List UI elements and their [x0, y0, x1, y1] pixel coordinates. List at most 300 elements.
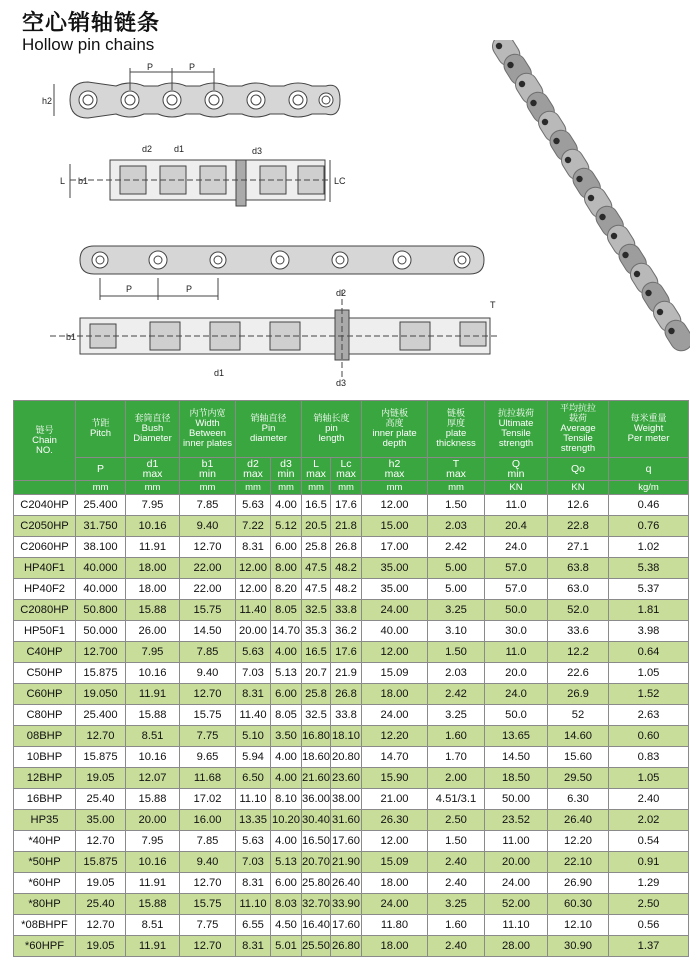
table-row: [14, 873, 689, 894]
chain-link-hole: [599, 214, 605, 220]
chain-product-photo: [475, 40, 690, 360]
value-cell: 10.16: [126, 516, 180, 537]
value-cell: 7.95: [126, 642, 180, 663]
chain-link-hole: [496, 43, 502, 49]
value-cell: 15.88: [126, 600, 180, 621]
value-cell: 33.90: [331, 894, 362, 915]
value-cell: 14.60: [548, 726, 609, 747]
label-p3: P: [126, 284, 133, 294]
value-cell: 33.8: [331, 705, 362, 726]
header-en-9-2: strength: [560, 443, 596, 454]
table-row: [14, 600, 689, 621]
header-sub-5-0: max: [306, 468, 326, 480]
value-cell: 12.70: [180, 537, 236, 558]
value-cell: 15.00: [362, 516, 428, 537]
value-cell: 15.09: [362, 663, 428, 684]
header-en-3-2: inner plates: [182, 438, 233, 449]
value-cell: 12.6: [548, 495, 609, 516]
header-symbol-8-0: [485, 458, 548, 481]
value-cell: 16.80: [302, 726, 331, 747]
value-cell: 48.2: [331, 579, 362, 600]
value-cell: 7.03: [236, 852, 271, 873]
label-b1-b: b1: [66, 332, 77, 342]
header-sym-10-0: q: [645, 463, 652, 475]
value-cell: 50.0: [485, 600, 548, 621]
value-cell: 60.30: [548, 894, 609, 915]
value-cell: 10.20: [271, 810, 302, 831]
value-cell: 4.51/3.1: [428, 789, 485, 810]
specification-table: [13, 400, 689, 957]
value-cell: 4.00: [271, 768, 302, 789]
value-cell: 15.90: [362, 768, 428, 789]
value-cell: 12.70: [76, 915, 126, 936]
header-cn-7: 链板: [447, 409, 466, 419]
header-cell-3: [180, 401, 236, 458]
header-en-2-1: Diameter: [133, 433, 172, 444]
value-cell: 30.40: [302, 810, 331, 831]
value-cell: 19.050: [76, 684, 126, 705]
value-cell: 14.50: [485, 747, 548, 768]
chain-number-cell: 10BHP: [14, 747, 76, 768]
table-row: [14, 852, 689, 873]
value-cell: 2.40: [609, 789, 689, 810]
value-cell: 7.85: [180, 642, 236, 663]
value-cell: 20.00: [485, 852, 548, 873]
value-cell: 12.2: [548, 642, 609, 663]
value-cell: 32.5: [302, 600, 331, 621]
value-cell: 21.00: [362, 789, 428, 810]
value-cell: 12.00: [236, 558, 271, 579]
table-row: [14, 558, 689, 579]
value-cell: 23.52: [485, 810, 548, 831]
value-cell: 35.3: [302, 621, 331, 642]
title-english: Hollow pin chains: [22, 35, 155, 54]
header-cn2-9: 载荷: [569, 414, 588, 424]
header-cell-5: [302, 401, 362, 458]
value-cell: 12.70: [76, 726, 126, 747]
table-row: [14, 726, 689, 747]
value-cell: 9.40: [180, 852, 236, 873]
chain-link-hole: [565, 157, 571, 163]
value-cell: 20.7: [302, 663, 331, 684]
label-d1: d1: [174, 144, 185, 154]
value-cell: 17.02: [180, 789, 236, 810]
value-cell: 8.31: [236, 684, 271, 705]
value-cell: 12.00: [362, 642, 428, 663]
value-cell: 3.98: [609, 621, 689, 642]
chain-number-cell: HP50F1: [14, 621, 76, 642]
value-cell: 24.0: [485, 684, 548, 705]
value-cell: 2.42: [428, 684, 485, 705]
value-cell: 20.00: [236, 621, 271, 642]
value-cell: 52.00: [485, 894, 548, 915]
value-cell: 5.38: [609, 558, 689, 579]
header-en-1-0: Pitch: [89, 428, 112, 439]
value-cell: 25.40: [76, 789, 126, 810]
chain-side-view-top: [54, 68, 340, 118]
label-l: L: [60, 176, 66, 186]
header-en-7-0: plate: [445, 428, 467, 439]
value-cell: 8.00: [271, 558, 302, 579]
value-cell: 0.76: [609, 516, 689, 537]
chain-number-cell: HP40F1: [14, 558, 76, 579]
value-cell: 21.8: [331, 516, 362, 537]
value-cell: 15.88: [126, 705, 180, 726]
chain-number-cell: C80HP: [14, 705, 76, 726]
chain-number-cell: *08BHPF: [14, 915, 76, 936]
value-cell: 11.80: [362, 915, 428, 936]
value-cell: 11.10: [236, 789, 271, 810]
header-sym-9-0: Qo: [571, 463, 586, 475]
header-unit-4-1: mm: [271, 481, 302, 495]
value-cell: 6.00: [271, 537, 302, 558]
value-cell: 14.50: [180, 621, 236, 642]
value-cell: 4.00: [271, 495, 302, 516]
value-cell: 15.875: [76, 747, 126, 768]
table-row: [14, 936, 689, 957]
table-row: [14, 642, 689, 663]
value-cell: 6.55: [236, 915, 271, 936]
value-cell: 19.05: [76, 936, 126, 957]
value-cell: 18.00: [126, 579, 180, 600]
header-symbol-10-0: [609, 458, 689, 481]
header-unit-1-0: mm: [76, 481, 126, 495]
header-cn2-7: 厚度: [447, 419, 466, 429]
value-cell: 31.60: [331, 810, 362, 831]
value-cell: 8.10: [271, 789, 302, 810]
value-cell: 63.8: [548, 558, 609, 579]
header-sym-2-0: d1: [146, 458, 159, 470]
header-cn-5: 销轴长度: [313, 414, 350, 424]
value-cell: 12.70: [180, 936, 236, 957]
value-cell: 11.40: [236, 600, 271, 621]
value-cell: 11.91: [126, 873, 180, 894]
value-cell: 35.00: [362, 579, 428, 600]
value-cell: 14.70: [362, 747, 428, 768]
value-cell: 8.03: [271, 894, 302, 915]
value-cell: 26.80: [331, 936, 362, 957]
header-sub-2-0: max: [142, 468, 163, 480]
value-cell: 25.40: [76, 894, 126, 915]
chain-link-hole: [645, 290, 651, 296]
value-cell: 12.00: [236, 579, 271, 600]
value-cell: 1.81: [609, 600, 689, 621]
header-cn-8: 抗拉载荷: [498, 409, 535, 419]
value-cell: 4.00: [271, 831, 302, 852]
value-cell: 26.90: [548, 873, 609, 894]
value-cell: 5.01: [271, 936, 302, 957]
value-cell: 5.12: [271, 516, 302, 537]
chain-link-hole: [507, 62, 513, 68]
value-cell: 8.31: [236, 873, 271, 894]
value-cell: 7.75: [180, 915, 236, 936]
header-en-10-1: Per meter: [627, 433, 670, 444]
value-cell: 10.16: [126, 663, 180, 684]
table-row: [14, 831, 689, 852]
value-cell: 8.31: [236, 537, 271, 558]
value-cell: 1.60: [428, 726, 485, 747]
value-cell: 4.00: [271, 642, 302, 663]
value-cell: 18.00: [362, 684, 428, 705]
value-cell: 0.56: [609, 915, 689, 936]
value-cell: 25.8: [302, 537, 331, 558]
value-cell: 17.60: [331, 831, 362, 852]
value-cell: 20.70: [302, 852, 331, 873]
value-cell: 11.91: [126, 936, 180, 957]
value-cell: 11.0: [485, 495, 548, 516]
value-cell: 30.0: [485, 621, 548, 642]
chain-link-hole: [634, 271, 640, 277]
value-cell: 1.70: [428, 747, 485, 768]
value-cell: 25.8: [302, 684, 331, 705]
value-cell: 15.75: [180, 600, 236, 621]
header-unit-9-0: KN: [548, 481, 609, 495]
value-cell: 15.75: [180, 705, 236, 726]
value-cell: 32.70: [302, 894, 331, 915]
header-cell-7: [428, 401, 485, 458]
header-unit-6-0: mm: [362, 481, 428, 495]
value-cell: 9.40: [180, 516, 236, 537]
value-cell: 25.80: [302, 873, 331, 894]
value-cell: 16.5: [302, 495, 331, 516]
table-row: [14, 747, 689, 768]
value-cell: 7.75: [180, 726, 236, 747]
label-d3: d3: [252, 146, 263, 156]
header-en-9-1: Tensile: [563, 433, 593, 444]
value-cell: 2.02: [609, 810, 689, 831]
chain-link-hole: [622, 252, 628, 258]
value-cell: 13.35: [236, 810, 271, 831]
chain-link-hole: [542, 119, 548, 125]
header-symbol-6-0: [362, 458, 428, 481]
value-cell: 9.65: [180, 747, 236, 768]
label-d2-b: d2: [336, 288, 347, 298]
value-cell: 2.50: [609, 894, 689, 915]
value-cell: 50.0: [485, 705, 548, 726]
value-cell: 16.00: [180, 810, 236, 831]
header-sub-4-0: max: [243, 468, 263, 480]
header-cn-6: 内链板: [381, 409, 409, 419]
value-cell: 50.000: [76, 621, 126, 642]
value-cell: 40.000: [76, 579, 126, 600]
value-cell: 19.05: [76, 768, 126, 789]
value-cell: 18.00: [126, 558, 180, 579]
chain-number-cell: *60HPF: [14, 936, 76, 957]
value-cell: 47.5: [302, 579, 331, 600]
label-d2: d2: [142, 144, 153, 154]
header-en-8-0: Ultimate: [498, 418, 534, 429]
value-cell: 6.00: [271, 873, 302, 894]
chain-link-hole: [657, 309, 663, 315]
header-en-8-2: strength: [498, 438, 534, 449]
value-cell: 15.60: [548, 747, 609, 768]
value-cell: 52.0: [548, 600, 609, 621]
chain-number-cell: HP35: [14, 810, 76, 831]
chain-link-hole: [519, 81, 525, 87]
value-cell: 8.51: [126, 726, 180, 747]
value-cell: 12.70: [76, 831, 126, 852]
value-cell: 12.07: [126, 768, 180, 789]
value-cell: 36.2: [331, 621, 362, 642]
header-cell-0: [14, 401, 76, 481]
value-cell: 40.00: [362, 621, 428, 642]
header-unit-2-0: mm: [126, 481, 180, 495]
chain-number-cell: 16BHP: [14, 789, 76, 810]
header-cn-9: 平均抗拉: [560, 404, 597, 414]
value-cell: 11.0: [485, 642, 548, 663]
chain-number-cell: C2040HP: [14, 495, 76, 516]
value-cell: 18.00: [362, 873, 428, 894]
chain-number-cell: C40HP: [14, 642, 76, 663]
table-row: [14, 915, 689, 936]
label-b1: b1: [78, 176, 89, 186]
header-unit-5-0: mm: [302, 481, 331, 495]
value-cell: 2.03: [428, 516, 485, 537]
value-cell: 22.8: [548, 516, 609, 537]
table-row: [14, 516, 689, 537]
header-sub-4-1: min: [277, 468, 295, 480]
header-sub-7-0: max: [446, 468, 466, 480]
value-cell: 26.8: [331, 684, 362, 705]
value-cell: 26.30: [362, 810, 428, 831]
header-sym-3-0: b1: [201, 458, 214, 470]
value-cell: 8.05: [271, 600, 302, 621]
value-cell: 21.90: [331, 852, 362, 873]
header-en-4-0: Pin: [261, 423, 276, 434]
value-cell: 31.750: [76, 516, 126, 537]
header-en-10-0: Weight: [633, 423, 664, 434]
value-cell: 6.30: [548, 789, 609, 810]
value-cell: 2.63: [609, 705, 689, 726]
value-cell: 35.00: [76, 810, 126, 831]
value-cell: 3.25: [428, 894, 485, 915]
value-cell: 35.00: [362, 558, 428, 579]
value-cell: 5.63: [236, 831, 271, 852]
value-cell: 8.51: [126, 915, 180, 936]
table-row: [14, 495, 689, 516]
header-symbol-7-0: [428, 458, 485, 481]
value-cell: 32.5: [302, 705, 331, 726]
header-cell-6: [362, 401, 428, 458]
value-cell: 11.10: [485, 915, 548, 936]
header-en-3-0: Width: [195, 418, 220, 429]
value-cell: 22.00: [180, 558, 236, 579]
value-cell: 38.100: [76, 537, 126, 558]
value-cell: 24.0: [485, 537, 548, 558]
value-cell: 20.00: [126, 810, 180, 831]
chain-number-cell: *60HP: [14, 873, 76, 894]
label-d3-b: d3: [336, 378, 347, 388]
value-cell: 18.10: [331, 726, 362, 747]
value-cell: 26.40: [331, 873, 362, 894]
value-cell: 47.5: [302, 558, 331, 579]
label-lc: LC: [334, 176, 346, 186]
value-cell: 36.00: [302, 789, 331, 810]
chain-number-cell: C60HP: [14, 684, 76, 705]
value-cell: 29.50: [548, 768, 609, 789]
value-cell: 2.50: [428, 810, 485, 831]
value-cell: 20.80: [331, 747, 362, 768]
value-cell: 7.95: [126, 831, 180, 852]
value-cell: 12.00: [362, 495, 428, 516]
chain-number-cell: HP40F2: [14, 579, 76, 600]
value-cell: 12.20: [362, 726, 428, 747]
header-cn-3: 内节内宽: [189, 409, 226, 419]
header-cell-2: [126, 401, 180, 458]
value-cell: 5.94: [236, 747, 271, 768]
header-sym-4-0: d2: [247, 458, 259, 470]
header-cell-9: [548, 401, 609, 458]
value-cell: 26.00: [126, 621, 180, 642]
header-sub-3-0: min: [199, 468, 216, 480]
table-row: [14, 663, 689, 684]
value-cell: 48.2: [331, 558, 362, 579]
label-h2: h2: [42, 96, 53, 106]
value-cell: 5.13: [271, 663, 302, 684]
value-cell: 26.8: [331, 537, 362, 558]
chain-number-cell: 12BHP: [14, 768, 76, 789]
value-cell: 5.00: [428, 558, 485, 579]
chain-technical-drawings: [30, 60, 500, 400]
table-row: [14, 894, 689, 915]
value-cell: 1.50: [428, 642, 485, 663]
header-unit-4-0: mm: [236, 481, 271, 495]
value-cell: 5.37: [609, 579, 689, 600]
value-cell: 1.05: [609, 663, 689, 684]
chain-number-cell: *40HP: [14, 831, 76, 852]
label-p4: P: [186, 284, 193, 294]
value-cell: 17.60: [331, 915, 362, 936]
value-cell: 5.00: [428, 579, 485, 600]
value-cell: 25.400: [76, 705, 126, 726]
value-cell: 1.50: [428, 495, 485, 516]
header-sub-8-0: min: [507, 468, 525, 480]
value-cell: 8.20: [271, 579, 302, 600]
table-row: [14, 579, 689, 600]
value-cell: 8.31: [236, 936, 271, 957]
chain-number-cell: C2060HP: [14, 537, 76, 558]
value-cell: 18.00: [362, 936, 428, 957]
value-cell: 10.16: [126, 852, 180, 873]
value-cell: 33.8: [331, 600, 362, 621]
header-en-7-1: thickness: [436, 438, 476, 449]
value-cell: 2.40: [428, 873, 485, 894]
label-t: T: [490, 300, 496, 310]
value-cell: 13.65: [485, 726, 548, 747]
header-en-6-1: depth: [382, 438, 407, 449]
value-cell: 12.70: [180, 684, 236, 705]
chain-number-cell: C2050HP: [14, 516, 76, 537]
value-cell: 1.02: [609, 537, 689, 558]
header-en-5-1: length: [318, 433, 345, 444]
header-cell-10: [609, 401, 689, 458]
chain-plan-view-top: [70, 160, 330, 206]
header-unit-0: [14, 481, 76, 495]
value-cell: 12.70: [180, 873, 236, 894]
value-cell: 12.00: [362, 831, 428, 852]
value-cell: 9.40: [180, 663, 236, 684]
header-cn-0: 链号: [35, 425, 54, 436]
value-cell: 16.50: [302, 831, 331, 852]
value-cell: 21.9: [331, 663, 362, 684]
header-en-5-0: pin: [325, 423, 338, 434]
value-cell: 28.00: [485, 936, 548, 957]
header-en-8-1: Tensile: [501, 428, 531, 439]
header-en-4-1: diameter: [250, 433, 287, 444]
table-row: [14, 768, 689, 789]
value-cell: 18.60: [302, 747, 331, 768]
value-cell: 25.50: [302, 936, 331, 957]
